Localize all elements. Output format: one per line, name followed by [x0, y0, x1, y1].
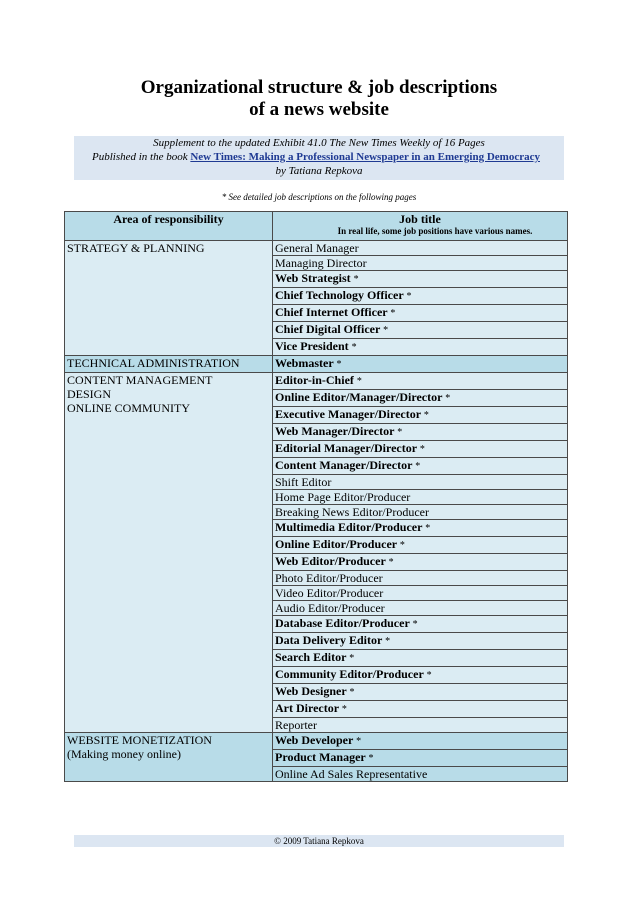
- star-marker: *: [415, 461, 421, 472]
- job-title: Online Ad Sales Representative: [275, 767, 428, 781]
- star-marker: *: [390, 308, 396, 319]
- star-marker: *: [445, 393, 451, 404]
- job-title: Vice President: [275, 339, 349, 353]
- supplement-line-3: by Tatiana Repkova: [275, 165, 363, 177]
- job-title-cell: [273, 305, 568, 322]
- table-header-row: [65, 212, 568, 241]
- book-link[interactable]: New Times: Making a Professional Newspaper in an Emerging Democracy: [190, 151, 540, 163]
- job-title: Webmaster: [275, 356, 334, 370]
- table-row: [65, 241, 568, 256]
- job-title-cell: [273, 241, 568, 256]
- header-area: Area of responsibility: [65, 212, 273, 241]
- job-title-cell: [273, 650, 568, 667]
- job-title-cell: [273, 733, 568, 750]
- job-title-cell: [273, 554, 568, 571]
- job-title-cell: [273, 339, 568, 356]
- job-title: Database Editor/Producer: [275, 616, 410, 630]
- job-title-cell: [273, 288, 568, 305]
- job-title: Breaking News Editor/Producer: [275, 505, 429, 519]
- table-row: [65, 356, 568, 373]
- job-title: Home Page Editor/Producer: [275, 490, 411, 504]
- job-title-cell: [273, 571, 568, 586]
- job-title-cell: [273, 490, 568, 505]
- star-marker: *: [425, 523, 431, 534]
- job-title-cell: [273, 407, 568, 424]
- star-marker: *: [412, 619, 418, 630]
- header-job: [273, 212, 568, 241]
- area-cell: [65, 373, 273, 733]
- job-title: Chief Technology Officer: [275, 288, 404, 302]
- star-marker: *: [336, 359, 342, 370]
- job-title: General Manager: [275, 241, 359, 255]
- job-title-cell: [273, 750, 568, 767]
- job-title-cell: [273, 633, 568, 650]
- job-title-cell: [273, 475, 568, 490]
- star-marker: *: [426, 670, 432, 681]
- star-marker: *: [397, 427, 403, 438]
- star-marker: *: [423, 410, 429, 421]
- job-title: Web Developer: [275, 733, 354, 747]
- table-body: [65, 241, 568, 782]
- job-title: Audio Editor/Producer: [275, 601, 385, 615]
- job-title-cell: [273, 684, 568, 701]
- star-marker: *: [349, 653, 355, 664]
- job-description-note: * See detailed job descriptions on the following pages: [221, 192, 417, 202]
- job-title: Reporter: [275, 718, 317, 732]
- job-title: Photo Editor/Producer: [275, 571, 383, 585]
- job-title-cell: [273, 718, 568, 733]
- job-title-cell: [273, 373, 568, 390]
- job-title-cell: [273, 458, 568, 475]
- area-label: CONTENT MANAGEMENT: [67, 373, 213, 387]
- star-marker: *: [419, 444, 425, 455]
- job-title-cell: [273, 256, 568, 271]
- table-row: [65, 373, 568, 390]
- star-marker: *: [385, 636, 391, 647]
- star-marker: *: [349, 687, 355, 698]
- star-marker: *: [351, 342, 357, 353]
- header-job-title: Job title: [399, 212, 441, 226]
- job-title-cell: [273, 586, 568, 601]
- star-marker: *: [383, 325, 389, 336]
- star-marker: *: [406, 291, 412, 302]
- title-line-2: of a news website: [249, 99, 389, 120]
- job-title: Editorial Manager/Director: [275, 441, 417, 455]
- area-label: DESIGN: [67, 387, 111, 401]
- job-title: Data Delivery Editor: [275, 633, 383, 647]
- job-title: Web Strategist: [275, 271, 351, 285]
- star-marker: *: [399, 540, 405, 551]
- job-title: Online Editor/Producer: [275, 537, 397, 551]
- job-title: Editor-in-Chief: [275, 373, 354, 387]
- job-title: Search Editor: [275, 650, 347, 664]
- area-cell: [65, 356, 273, 373]
- star-marker: *: [341, 704, 347, 715]
- job-title-cell: [273, 616, 568, 633]
- area-label: TECHNICAL ADMINISTRATION: [67, 356, 240, 370]
- area-cell: [65, 241, 273, 356]
- job-title-cell: [273, 441, 568, 458]
- job-title: Content Manager/Director: [275, 458, 413, 472]
- org-structure-table: [64, 211, 568, 782]
- star-marker: *: [388, 557, 394, 568]
- header-job-subtitle: In real life, some job positions have various names.: [337, 226, 533, 236]
- star-marker: *: [356, 736, 362, 747]
- table-row: [65, 733, 568, 750]
- job-title: Art Director: [275, 701, 339, 715]
- supplement-box: [74, 136, 564, 180]
- job-title: Chief Internet Officer: [275, 305, 388, 319]
- area-label: (Making money online): [67, 747, 181, 761]
- document-title: [0, 77, 638, 121]
- supplement-prefix: Published in the book: [91, 151, 191, 163]
- job-title: Web Editor/Producer: [275, 554, 386, 568]
- job-title: Web Manager/Director: [275, 424, 395, 438]
- area-label: WEBSITE MONETIZATION: [67, 733, 212, 747]
- star-marker: *: [368, 753, 374, 764]
- copyright-footer: © 2009 Tatiana Repkova: [74, 835, 564, 847]
- job-title-cell: [273, 505, 568, 520]
- star-marker: *: [356, 376, 362, 387]
- job-title: Chief Digital Officer: [275, 322, 381, 336]
- job-title: Community Editor/Producer: [275, 667, 424, 681]
- area-label: ONLINE COMMUNITY: [67, 401, 190, 415]
- job-title-cell: [273, 322, 568, 339]
- job-title: Online Editor/Manager/Director: [275, 390, 443, 404]
- job-title-cell: [273, 537, 568, 554]
- job-title: Product Manager: [275, 750, 366, 764]
- area-label: STRATEGY & PLANNING: [67, 241, 205, 255]
- star-marker: *: [353, 274, 359, 285]
- job-title-cell: [273, 271, 568, 288]
- supplement-line-1: Supplement to the updated Exhibit 41.0 The New Times Weekly of 16 Pages: [153, 137, 485, 149]
- job-title-cell: [273, 390, 568, 407]
- supplement-line-2: [60, 150, 572, 164]
- job-title-cell: [273, 520, 568, 537]
- job-title: Managing Director: [275, 256, 367, 270]
- job-title-cell: [273, 424, 568, 441]
- area-cell: [65, 733, 273, 782]
- job-title: Shift Editor: [275, 475, 332, 489]
- job-title-cell: [273, 356, 568, 373]
- job-title-cell: [273, 667, 568, 684]
- job-title: Multimedia Editor/Producer: [275, 520, 423, 534]
- job-title-cell: [273, 601, 568, 616]
- title-line-1: Organizational structure & job descriptions: [140, 77, 498, 98]
- job-title-cell: [273, 701, 568, 718]
- job-title: Executive Manager/Director: [275, 407, 421, 421]
- job-title: Web Designer: [275, 684, 347, 698]
- job-title: Video Editor/Producer: [275, 586, 384, 600]
- job-title-cell: [273, 767, 568, 782]
